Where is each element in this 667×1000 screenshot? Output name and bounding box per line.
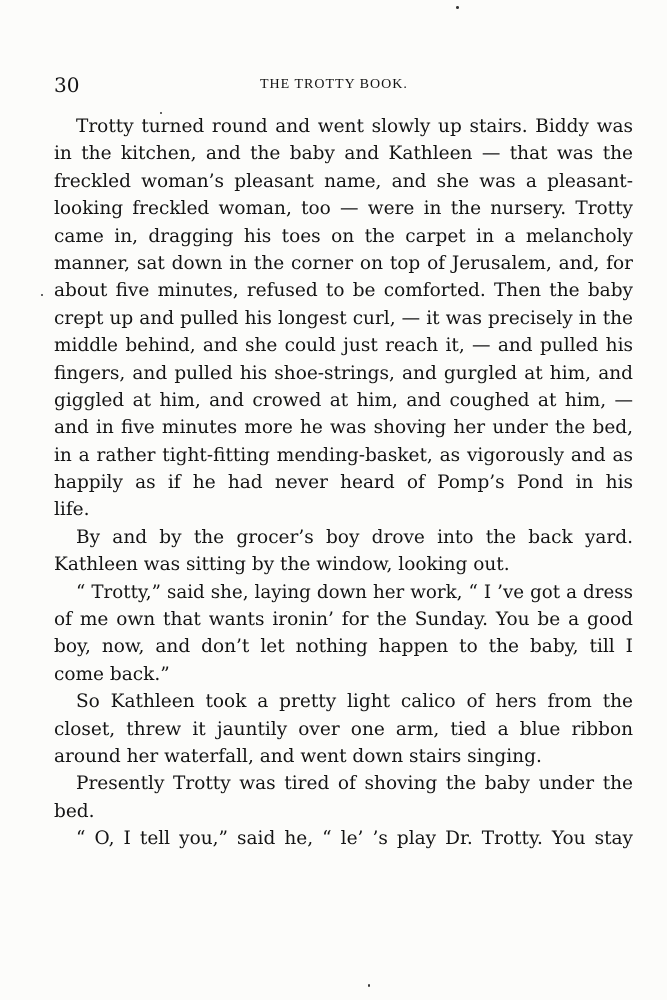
print-speck	[41, 294, 43, 296]
text-line: around her waterfall, and went down stairs singing.	[54, 745, 542, 767]
text-line: middle behind, and she could just reach it, — and pulled his	[54, 335, 633, 357]
page-number: 30	[54, 73, 80, 97]
text-line: came in, dragging his toes on the carpet in a melancholy	[54, 225, 633, 247]
text-line: crept up and pulled his longest curl, — it was precisely in the	[54, 307, 633, 329]
text-line: of me own that wants ironin’ for the Sunday. You be a good	[54, 609, 633, 631]
text-line: and in five minutes more he was shoving her under the bed,	[54, 417, 633, 439]
text-line: about five minutes, refused to be comforted. Then the baby	[54, 280, 633, 302]
text-line: closet, threw it jauntily over one arm, tied a blue ribbon	[54, 718, 633, 740]
text-line: Trotty turned round and went slowly up stairs. Biddy was	[76, 116, 633, 137]
page-header	[54, 70, 633, 100]
body-text	[54, 113, 633, 853]
text-line: So Kathleen took a pretty light calico of hers from the	[76, 691, 633, 713]
print-speck	[160, 112, 162, 114]
text-line: manner, sat down in the corner on top of Jerusalem, and, for	[54, 252, 633, 274]
text-line: “ O, I tell you,” said he, “ le’ ’s play Dr. Trotty. You stay	[76, 828, 633, 850]
text-line: bed.	[54, 800, 95, 822]
text-line: happily as if he had never heard of Pomp’s Pond in his	[54, 472, 633, 494]
text-line: boy, now, and don’t let nothing happen to the baby, till I	[54, 636, 633, 658]
text-line: fingers, and pulled his shoe-strings, and gurgled at him, and	[54, 362, 633, 384]
text-line: Presently Trotty was tired of shoving the baby under the	[76, 773, 633, 795]
text-line: in the kitchen, and the baby and Kathleen — that was the	[54, 143, 633, 165]
text-line: “ Trotty,” said she, laying down her work, “ I ’ve got a dress	[76, 581, 633, 603]
running-title: THE TROTTY BOOK.	[260, 77, 408, 92]
text-line: By and by the grocer’s boy drove into the back yard.	[76, 526, 633, 548]
print-speck	[456, 6, 459, 9]
text-line: freckled woman’s pleasant name, and she was a pleasant-	[54, 170, 633, 192]
text-line: come back.”	[54, 663, 170, 685]
text-line: in a rather tight-fitting mending-basket, as vigorously and as	[54, 444, 633, 466]
text-line: giggled at him, and crowed at him, and coughed at him, —	[54, 389, 633, 411]
text-line: Kathleen was sitting by the window, looking out.	[54, 554, 510, 576]
text-line: life.	[54, 499, 90, 521]
print-speck	[368, 984, 370, 987]
text-line: looking freckled woman, too — were in the nursery. Trotty	[54, 198, 633, 220]
